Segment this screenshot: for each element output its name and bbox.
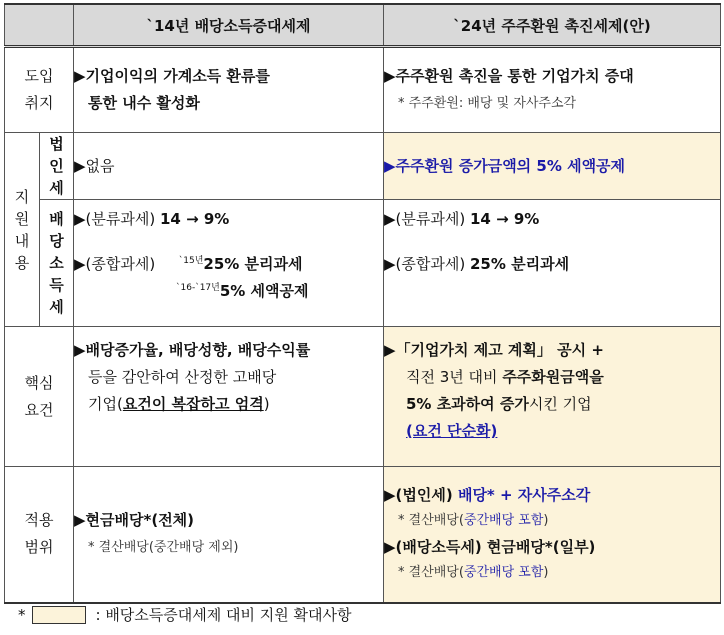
header-row <box>5 4 721 47</box>
legend-highlight-swatch <box>32 606 86 624</box>
corp-old: ▶없음 <box>74 133 384 200</box>
label-support: 지 원 내 용 <box>5 133 40 327</box>
row-support-div <box>5 200 721 327</box>
label-corp-tax: 법 인 세 <box>40 133 74 200</box>
row-support-corp <box>5 133 721 200</box>
div-old: ▶(분류과세) 14 → 9% ▶(종합과세) $^{`15년}$25% 분리과세 $^{`16-`17년}$5% 세액공제 <box>74 200 384 327</box>
intro-old: ▶기업이익의 가계소득 환류를 통한 내수 활성화 <box>74 47 384 133</box>
header-corner <box>5 4 74 47</box>
core-new: ▶「기업가치 제고 계획」 공시 + 직전 3년 대비 주주화원금액을 5% 초과하여 증가시킨 기업 (요건 단순화) <box>384 327 721 467</box>
row-scope <box>5 467 721 603</box>
legend-text: : 배당소득증대세제 대비 지원 확대사항 <box>95 606 352 624</box>
legend <box>18 604 351 625</box>
intro-new: ▶주주환원 촉진을 통한 기업가치 증대 * 주주환원: 배당 및 자사주소각 <box>384 47 721 133</box>
corp-new: ▶주주환원 증가금액의 5% 세액공제 <box>384 133 721 200</box>
label-scope: 적용 범위 <box>5 467 74 603</box>
div-new: ▶(분류과세) 14 → 9% ▶(종합과세) 25% 분리과세 <box>384 200 721 327</box>
core-old: ▶배당증가율, 배당성향, 배당수익률 등을 감안하여 산정한 고배당 기업(요건이 복잡하고 엄격) <box>74 327 384 467</box>
header-old-system: `14년 배당소득증대세제 <box>74 4 384 47</box>
row-intro <box>5 47 721 133</box>
label-core: 핵심 요건 <box>5 327 74 467</box>
legend-star: * <box>18 605 26 624</box>
scope-old: ▶현금배당*(전체) * 결산배당(중간배당 제외) <box>74 467 384 603</box>
comparison-table <box>4 3 721 604</box>
row-core <box>5 327 721 467</box>
label-intro: 도입 취지 <box>5 47 74 133</box>
header-new-system: `24년 주주환원 촉진세제(안) <box>384 4 721 47</box>
scope-new: ▶(법인세) 배당* + 자사주소각 * 결산배당(중간배당 포함) ▶(배당소득세) 현금배당*(일부) * 결산배당(중간배당 포함) <box>384 467 721 603</box>
label-div-tax: 배 당 소 득 세 <box>40 200 74 327</box>
